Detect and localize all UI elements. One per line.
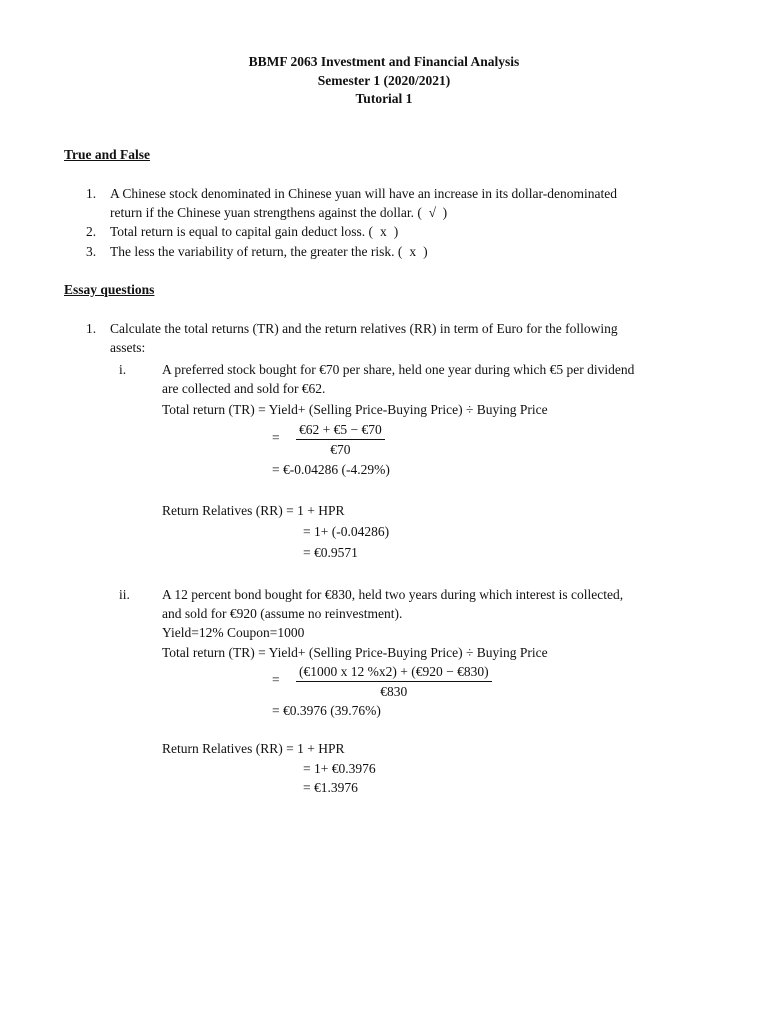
tf-item-3-number: 3.: [86, 244, 97, 259]
essay-heading: Essay questions: [64, 282, 155, 297]
part-ii-equals: =: [272, 672, 280, 687]
essay-q1-line2: assets:: [110, 340, 146, 355]
part-ii-line2: and sold for €920 (assume no reinvestment).: [162, 606, 403, 621]
essay-q1-line1: Calculate the total returns (TR) and the return relatives (RR) in term of Euro for the following: [110, 321, 618, 336]
part-i-tr-result: = €-0.04286 (-4.29%): [272, 462, 390, 477]
part-i-numerator: €62 + €5 − €70: [296, 421, 385, 440]
tf-item-1-line2: [110, 203, 447, 222]
part-ii-rr-result: = €1.3976: [303, 780, 358, 795]
tf-item-1-answer: √: [428, 205, 436, 220]
part-ii-rr-formula: Return Relatives (RR) = 1 + HPR: [162, 741, 345, 756]
tf-item-1-close: ): [442, 205, 448, 220]
true-false-heading: True and False: [64, 147, 151, 162]
part-ii-denominator: €830: [380, 684, 408, 699]
tf-item-3-answer: x: [409, 244, 417, 259]
tf-item-1-line1: A Chinese stock denominated in Chinese yuan will have an increase in its dollar-denominated: [110, 186, 617, 201]
tf-item-1-number: 1.: [86, 186, 97, 201]
tf-item-2-number: 2.: [86, 224, 97, 239]
tutorial-title: Tutorial 1: [355, 91, 413, 106]
part-i-rr-formula: Return Relatives (RR) = 1 + HPR: [162, 503, 345, 518]
essay-q1-number: 1.: [86, 321, 97, 336]
part-ii-tr-result: = €0.3976 (39.76%): [272, 703, 381, 718]
part-i-fraction: [296, 421, 385, 458]
part-ii-numerator: (€1000 x 12 %x2) + (€920 − €830): [296, 663, 492, 682]
course-title: BBMF 2063 Investment and Financial Analysis: [248, 54, 520, 69]
part-ii-rr-step: = 1+ €0.3976: [303, 761, 376, 776]
part-i-rr-result: = €0.9571: [303, 545, 358, 560]
tf-item-1-question: return if the Chinese yuan strengthens against the dollar. (: [110, 205, 422, 220]
tf-item-2-question: Total return is equal to capital gain deduct loss. (: [110, 224, 373, 239]
tf-item-3: [110, 242, 428, 261]
tf-item-2: [110, 222, 398, 241]
part-ii-fraction: [296, 663, 492, 700]
part-ii-number: ii.: [119, 587, 130, 602]
part-i-rr-step: = 1+ (-0.04286): [303, 524, 390, 539]
semester-title: Semester 1 (2020/2021): [317, 73, 451, 88]
tf-item-3-close: ): [423, 244, 428, 259]
part-ii-tr-formula: Total return (TR) = Yield+ (Selling Price-Buying Price) ÷ Buying Price: [162, 645, 548, 660]
part-ii-line1: A 12 percent bond bought for €830, held two years during which interest is collected,: [162, 587, 624, 602]
part-i-tr-formula: Total return (TR) = Yield+ (Selling Price-Buying Price) ÷ Buying Price: [162, 402, 548, 417]
tf-item-2-answer: x: [379, 224, 387, 239]
part-i-number: i.: [119, 362, 127, 377]
tf-item-2-close: ): [393, 224, 399, 239]
part-i-line1: A preferred stock bought for €70 per share, held one year during which €5 per dividend: [162, 362, 635, 377]
part-i-equals: =: [272, 430, 280, 445]
part-ii-yield-line: Yield=12% Coupon=1000: [162, 625, 305, 640]
part-i-denominator: €70: [330, 442, 351, 457]
part-i-line2: are collected and sold for €62.: [162, 381, 326, 396]
tf-item-3-question: The less the variability of return, the greater the risk. (: [110, 244, 403, 259]
